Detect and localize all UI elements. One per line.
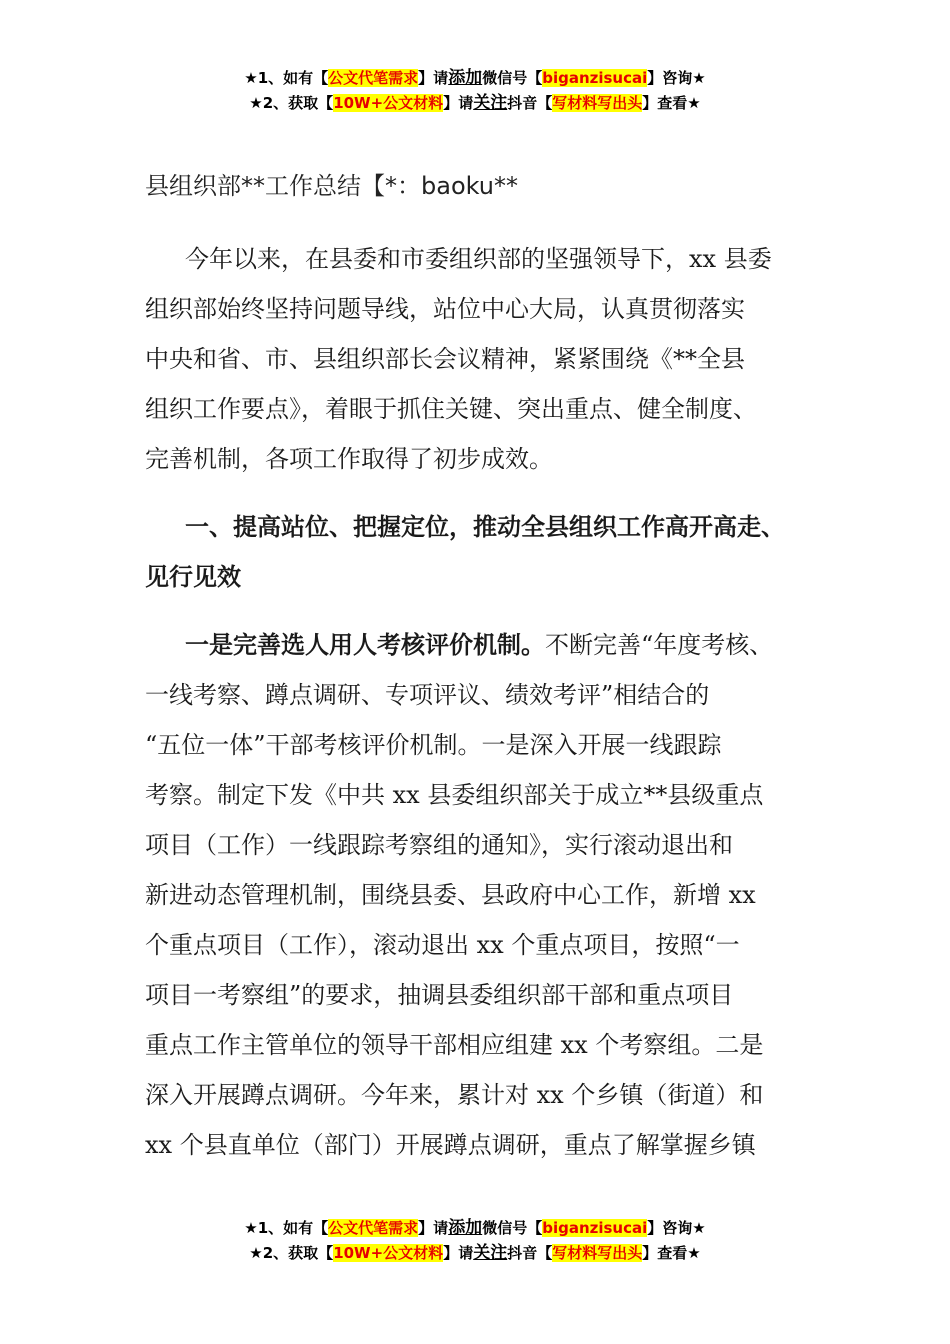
heading-line: 见行见效 [145,563,241,591]
text-line: 组织工作要点》，着眼于抓住关键、突出重点、健全制度、 [145,395,757,423]
section-heading [145,502,825,602]
banner-text: 】咨询★ [647,1219,706,1237]
banner-text: 】请 [443,94,474,112]
banner-text: 微信号【 [482,1219,543,1237]
document-title: 县组织部**工作总结【*：baoku** [145,172,518,200]
text-line: 组织部始终坚持问题导线，站位中心大局，认真贯彻落实 [145,295,745,323]
banner-highlight-douyin: 写材料写出头 [552,94,643,112]
banner-text: ★2、获取【 [249,94,334,112]
banner-highlight-wechat: biganzisucai [542,69,648,87]
banner-underline: 关注 [473,1243,508,1263]
text-line: xx 个县直单位（部门）开展蹲点调研，重点了解掌握乡镇 [145,1131,756,1159]
banner-text: 】请 [418,1219,449,1237]
banner-highlight-douyin: 写材料写出头 [552,1244,643,1262]
banner-highlight: 公文代笔需求 [328,69,419,87]
banner-line-2 [0,1241,950,1266]
banner-highlight: 公文代笔需求 [328,1219,419,1237]
banner-text: 】咨询★ [647,69,706,87]
banner-underline: 添加 [448,1218,483,1238]
paragraph-lead: 一是完善选人用人考核评价机制。 [185,631,545,659]
text-line: 考察。制定下发《中共 xx 县委组织部关于成立**县级重点 [145,781,764,809]
text-line: “五位一体”干部考核评价机制。一是深入开展一线跟踪 [145,731,722,759]
banner-highlight-wechat: biganzisucai [542,1219,648,1237]
banner-text: 】查看★ [642,94,701,112]
banner-text: 】请 [418,69,449,87]
banner-line-1 [0,1216,950,1241]
banner-text: 】查看★ [642,1244,701,1262]
banner-underline: 关注 [473,93,508,113]
banner-line-2 [0,91,950,116]
document-body [145,234,825,1170]
text-line: 深入开展蹲点调研。今年来，累计对 xx 个乡镇（街道）和 [145,1081,764,1109]
banner-text: 微信号【 [482,69,543,87]
paragraph-text: 不断完善“年度考核、 [545,631,774,659]
heading-line: 一、提高站位、把握定位，推动全县组织工作高开高走、 [185,513,785,541]
banner-text: ★2、获取【 [249,1244,334,1262]
text-line: 完善机制，各项工作取得了初步成效。 [145,445,553,473]
banner-line-1 [0,66,950,91]
banner-highlight: 10W+公文材料 [333,94,444,112]
text-line: 项目一考察组”的要求，抽调县委组织部干部和重点项目 [145,981,734,1009]
text-line: 项目（工作）一线跟踪考察组的通知》，实行滚动退出和 [145,831,733,859]
text-line: 一线考察、蹲点调研、专项评议、绩效考评”相结合的 [145,681,710,709]
text-line: 中央和省、市、县组织部长会议精神，紧紧围绕《**全县 [145,345,745,373]
paragraph-2 [145,620,825,1170]
banner-text: 抖音【 [507,94,553,112]
text-line: 新进动态管理机制，围绕县委、县政府中心工作，新增 xx [145,881,756,909]
intro-paragraph [145,234,825,484]
text-line: 重点工作主管单位的领导干部相应组建 xx 个考察组。二是 [145,1031,764,1059]
banner-text: 】请 [443,1244,474,1262]
text-line: 个重点项目（工作），滚动退出 xx 个重点项目，按照“一 [145,931,740,959]
banner-underline: 添加 [448,68,483,88]
text-line: 今年以来，在县委和市委组织部的坚强领导下，xx 县委 [185,245,772,273]
banner-text: ★1、如有【 [244,1219,329,1237]
banner-text: 抖音【 [507,1244,553,1262]
banner-text: ★1、如有【 [244,69,329,87]
banner-highlight: 10W+公文材料 [333,1244,444,1262]
top-banner [0,66,950,116]
bottom-banner [0,1216,950,1266]
text-line [145,620,825,670]
